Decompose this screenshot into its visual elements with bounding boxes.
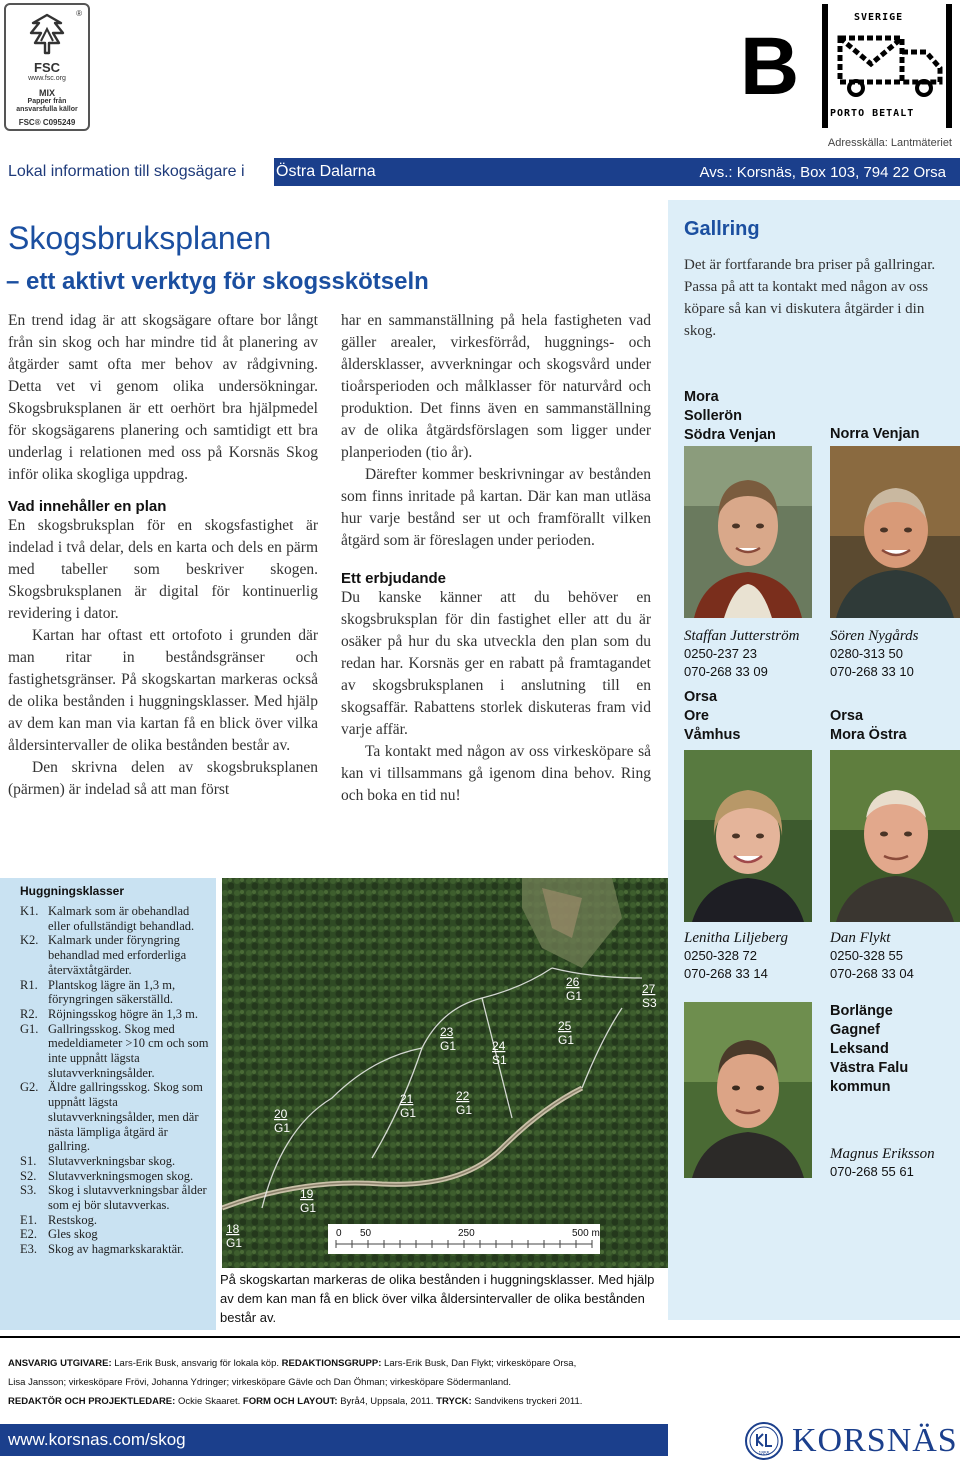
fsc-kallor: ansvarsfulla källor bbox=[16, 106, 78, 113]
orthophoto-map bbox=[222, 878, 668, 1268]
legend-item bbox=[20, 1213, 210, 1228]
stand-class: G1 bbox=[558, 1033, 575, 1047]
legend-item bbox=[20, 904, 210, 933]
contact-name: Lenitha Liljeberg bbox=[684, 930, 789, 946]
stand-label bbox=[492, 1039, 507, 1067]
portrait-image bbox=[684, 446, 812, 618]
stand-number: 22 bbox=[456, 1089, 470, 1103]
section-heading: Ett erbjudande bbox=[341, 570, 447, 587]
area-name: Södra Venjan bbox=[684, 427, 776, 443]
portrait-image bbox=[684, 750, 812, 922]
area-name: Leksand bbox=[830, 1041, 889, 1057]
band-local-info: Lokal information till skogsägare i bbox=[8, 163, 245, 180]
legend-description: Gles skog bbox=[48, 1227, 98, 1242]
scale-label: 50 bbox=[360, 1228, 372, 1239]
contact-phone: 0250-237 23 bbox=[684, 646, 758, 661]
paragraph: Därefter kommer beskrivningar av bestånden som finns inritade på kartan. Där kan man utläsa hur varje bestånd ser ut och framförallt vilken åtgärd som är föreslagen under perioden. bbox=[341, 466, 651, 549]
stand-label bbox=[642, 982, 657, 1010]
area-name: Sollerön bbox=[684, 408, 743, 424]
legend-code: E1. bbox=[20, 1212, 38, 1227]
contact-phone: 0250-328 72 bbox=[684, 948, 758, 963]
scale-label: 500 m bbox=[572, 1228, 600, 1239]
stand-class: G1 bbox=[400, 1106, 417, 1120]
portrait-image bbox=[830, 446, 960, 618]
band-sender: Avs.: Korsnäs, Box 103, 794 22 Orsa bbox=[668, 158, 960, 186]
legend-description: Skog i slutavverkningsbar ålder som ej bör slutavverkas. bbox=[48, 1183, 207, 1213]
stand-class: G1 bbox=[456, 1103, 473, 1117]
legend-item bbox=[20, 1242, 210, 1257]
postage-letter: B bbox=[740, 21, 800, 112]
stand-class: S1 bbox=[492, 1053, 507, 1067]
legend-description: Kalmark under föryngring behandlad med erforderliga återväxtåtgärder. bbox=[48, 933, 187, 977]
legend-item bbox=[20, 1080, 210, 1154]
legend-code: S2. bbox=[20, 1168, 37, 1183]
contact-details bbox=[684, 628, 799, 681]
fsc-tree-icon bbox=[27, 13, 67, 55]
contact-photo bbox=[684, 1002, 812, 1178]
legend-code: S1. bbox=[20, 1153, 37, 1168]
area-name: Våmhus bbox=[684, 727, 741, 743]
legend-item bbox=[20, 1007, 210, 1022]
portrait-image bbox=[684, 1002, 812, 1178]
area-name: Mora bbox=[684, 389, 719, 405]
legend-code: S3. bbox=[20, 1183, 37, 1198]
paragraph: En trend idag är att skogsägare oftare bor långt från sin skog och har mindre tid åt planering av åtgärder samt ofta mer behov av rådgivning. Detta vet vi genom olika undersökningar. Skogsbruksplanen är ett oerhört bra hjälpmedel för skogsägarens planering och samtidigt ett bra underlag i relationen med oss på Korsnäs Skog inför olika skogliga uppdrag. bbox=[8, 312, 318, 483]
legend-item bbox=[20, 1183, 210, 1212]
contact-details bbox=[830, 1146, 935, 1181]
contact-details bbox=[830, 628, 918, 681]
section-heading: Vad innehåller en plan bbox=[8, 498, 167, 515]
fsc-mix: MIX bbox=[38, 88, 55, 98]
contact-photo bbox=[684, 750, 812, 922]
article-column-2 bbox=[341, 310, 651, 807]
credit-text: Ockie Skaaret. bbox=[175, 1396, 243, 1407]
postage-paid-stamp bbox=[822, 4, 952, 128]
paragraph: Den skrivna delen av skogsbruksplanen (pärmen) är indelad så att man först bbox=[8, 759, 318, 798]
contact-details bbox=[684, 930, 788, 983]
area-name: Norra Venjan bbox=[830, 426, 920, 442]
stand-number: 24 bbox=[492, 1039, 506, 1053]
credits-rule bbox=[0, 1336, 960, 1338]
legend-description: Röjningsskog högre än 1,3 m. bbox=[48, 1006, 198, 1021]
area-name: Orsa bbox=[684, 689, 718, 705]
portrait-image bbox=[830, 750, 960, 922]
legend-code: K2. bbox=[20, 933, 39, 948]
area-name: Borlänge bbox=[830, 1003, 893, 1019]
stand-class: G1 bbox=[226, 1236, 243, 1250]
fsc-logo bbox=[4, 3, 90, 131]
legend-item bbox=[20, 1169, 210, 1184]
contact-phone: 0250-328 55 bbox=[830, 948, 904, 963]
legend-code: K1. bbox=[20, 904, 39, 918]
stand-number: 27 bbox=[642, 982, 656, 996]
credits bbox=[8, 1354, 953, 1411]
contact-mobile: 070-268 33 14 bbox=[684, 966, 768, 981]
postage-bottom-text: PORTO BETALT bbox=[830, 108, 915, 119]
legend-description: Kalmark som är obehandlad eller ofullständigt behandlad. bbox=[48, 904, 195, 933]
legend-item bbox=[20, 978, 210, 1007]
paragraph: Ta kontakt med någon av oss virkesköpare så kan vi tillsammans gå igenom dina behov. Ring och boka en tid nu! bbox=[341, 743, 651, 804]
footer-url-link[interactable]: www.korsnas.com/skog bbox=[8, 1430, 186, 1449]
legend-code: R1. bbox=[20, 977, 38, 992]
credit-text: Lars-Erik Busk, ansvarig för lokala köp. bbox=[111, 1358, 282, 1369]
forest-map bbox=[222, 878, 668, 1268]
paragraph: har en sammanställning på hela fastigheten vad gäller arealer, virkesförråd, huggnings- och åldersklasser, avverkningar och skogsvård under tioårsperioden och målklasser för naturvård och produktion. Det finns även en sammanställning av de olika åtgärdsförslagen som ligger under planperioden (tio år). bbox=[341, 312, 651, 461]
contact-name: Dan Flykt bbox=[830, 930, 891, 946]
credits-line-1 bbox=[8, 1354, 953, 1373]
legend-item bbox=[20, 933, 210, 977]
stand-number: 26 bbox=[566, 975, 580, 989]
article-column-1 bbox=[8, 310, 318, 801]
contact-photo bbox=[830, 446, 960, 618]
stand-number: 19 bbox=[300, 1187, 314, 1201]
stand-class: G1 bbox=[440, 1039, 457, 1053]
credit-label: REDAKTÖR OCH PROJEKTLEDARE: bbox=[8, 1396, 176, 1407]
area-name: Orsa bbox=[830, 708, 864, 724]
stand-number: 18 bbox=[226, 1222, 240, 1236]
stand-class: G1 bbox=[566, 989, 583, 1003]
credits-line-2: Lisa Jansson; virkesköpare Frövi, Johanna Ydringer; virkesköpare Gävle och Dan Öhman; virkesköpare Södermanland. bbox=[8, 1377, 512, 1388]
contact-mobile: 070-268 33 10 bbox=[830, 664, 914, 679]
legend-code: R2. bbox=[20, 1006, 38, 1021]
credit-label: TRYCK: bbox=[436, 1396, 472, 1407]
fsc-url: www.fsc.org bbox=[28, 75, 66, 82]
stand-class: S3 bbox=[642, 996, 657, 1010]
postage-top-text: SVERIGE bbox=[854, 12, 904, 23]
fsc-code: FSC® C095249 bbox=[18, 118, 76, 127]
area-name: Gagnef bbox=[830, 1022, 880, 1038]
fsc-trademark: ® bbox=[76, 9, 82, 18]
credit-label: REDAKTIONSGRUPP: bbox=[281, 1358, 382, 1369]
korsnas-wordmark: KORSNÄS bbox=[792, 1422, 958, 1459]
stand-class: G1 bbox=[274, 1121, 291, 1135]
credit-label: ANSVARIG UTGIVARE: bbox=[8, 1358, 112, 1369]
huggningsklasser-legend bbox=[0, 878, 216, 1330]
contact-name: Sören Nygårds bbox=[830, 628, 919, 644]
article-title: Skogsbruksplanen bbox=[8, 220, 272, 256]
legend-item bbox=[20, 1022, 210, 1081]
seal-year: 1855 bbox=[758, 1451, 770, 1457]
scale-label: 0 bbox=[336, 1228, 342, 1239]
credit-text: Sandvikens tryckeri 2011. bbox=[471, 1396, 583, 1407]
credit-text: Byrå4, Uppsala, 2011. bbox=[337, 1396, 437, 1407]
legend-list bbox=[20, 904, 210, 1257]
stand-class: G1 bbox=[300, 1201, 317, 1215]
contact-area bbox=[830, 425, 919, 444]
area-name: Ore bbox=[684, 708, 709, 724]
contact-mobile: 070-268 55 61 bbox=[830, 1164, 914, 1179]
credit-label: FORM OCH LAYOUT: bbox=[242, 1396, 338, 1407]
postage-border-left bbox=[822, 4, 828, 128]
contact-phone: 0280-313 50 bbox=[830, 646, 904, 661]
gallring-text: Det är fortfarande bra priser på gallringar. Passa på att ta kontakt med någon av oss köpare så kan vi diskutera åtgärder i din skog. bbox=[684, 257, 936, 339]
legend-description: Restskog. bbox=[48, 1212, 97, 1227]
address-source: Adresskälla: Lantmäteriet bbox=[827, 137, 952, 149]
paragraph: Du kanske känner att du behöver en skogsbruksplan för din fastighet eller att du är osäker på hur du ska utveckla den plan som du redan har. Korsnäs ger en rabatt på framtagandet av skogsbruksplanen i anslutning till en skogsaffär. Rabattens storlek diskuteras fram vid varje affär. bbox=[341, 589, 651, 738]
seal-graphic bbox=[744, 1421, 784, 1461]
map-caption: På skogskartan markeras de olika bestånden i huggningsklasser. Med hjälp av dem kan man få en blick över vilka åldersintervaller de olika bestånden består av. bbox=[220, 1272, 655, 1325]
korsnas-seal-icon bbox=[744, 1421, 784, 1461]
contact-details bbox=[830, 930, 914, 983]
legend-description: Äldre gallringsskog. Skog som uppnått lägsta slutavverkningsålder, men där nästa lämpliga åtgärd är gallring. bbox=[48, 1080, 203, 1154]
article-subtitle: – ett aktivt verktyg för skogsskötseln bbox=[6, 268, 429, 295]
stand-number: 23 bbox=[440, 1025, 454, 1039]
legend-code: G1. bbox=[20, 1021, 39, 1036]
contact-photo bbox=[684, 446, 812, 618]
band-region: Östra Dalarna bbox=[274, 158, 668, 186]
legend-description: Slutavverkningsbar skog. bbox=[48, 1153, 176, 1168]
legend-title: Huggningsklasser bbox=[20, 884, 125, 898]
contact-area bbox=[684, 688, 740, 745]
legend-description: Slutavverkningsmogen skog. bbox=[48, 1168, 194, 1183]
postage-b-mark bbox=[740, 21, 800, 112]
area-name: Mora Östra bbox=[830, 727, 907, 743]
stand-number: 21 bbox=[400, 1092, 414, 1106]
contact-mobile: 070-268 33 04 bbox=[830, 966, 914, 981]
credits-line-3 bbox=[8, 1392, 953, 1411]
contact-area bbox=[684, 388, 776, 445]
contact-area bbox=[830, 707, 907, 745]
contact-name: Magnus Eriksson bbox=[830, 1146, 935, 1162]
stand-number: 20 bbox=[274, 1107, 288, 1121]
legend-code: G2. bbox=[20, 1080, 39, 1095]
credit-text: Lars-Erik Busk, Dan Flykt; virkesköpare Orsa, bbox=[381, 1358, 577, 1369]
scale-label: 250 bbox=[458, 1228, 475, 1239]
legend-description: Plantskog lägre än 1,3 m, föryngringen säkerställd. bbox=[48, 977, 176, 1007]
gallring-heading: Gallring bbox=[684, 218, 760, 240]
contact-photo bbox=[830, 750, 960, 922]
legend-code: E2. bbox=[20, 1227, 38, 1242]
area-name: Västra Falu bbox=[830, 1060, 909, 1076]
contact-name: Staffan Jutterström bbox=[684, 628, 800, 644]
legend-description: Gallringsskog. Skog med medeldiameter >10 cm och som inte uppnått lägsta slutavverkningsålder. bbox=[48, 1021, 209, 1080]
contact-mobile: 070-268 33 09 bbox=[684, 664, 768, 679]
fsc-papper: Papper från bbox=[27, 98, 67, 105]
stand-number: 25 bbox=[558, 1019, 572, 1033]
fsc-name: FSC bbox=[34, 60, 60, 75]
area-name: kommun bbox=[830, 1079, 891, 1095]
legend-code: E3. bbox=[20, 1242, 38, 1257]
legend-description: Skog av hagmarkskaraktär. bbox=[48, 1242, 184, 1257]
postage-truck-icon bbox=[836, 30, 946, 98]
legend-item bbox=[20, 1227, 210, 1242]
contact-area bbox=[830, 1002, 908, 1097]
paragraph: Kartan har oftast ett ortofoto i grunden där man ritar in beståndsgränser och fastighetsgränser. På skogskartan markeras också de olika bestånden i huggningsklasser. Med hjälp av dem kan man via kartan få en blick över vilka åldersintervaller de olika bestånden består av. bbox=[8, 627, 318, 754]
paragraph: En skogsbruksplan för en skogsfastighet är indelad i två delar, dels en karta och dels en pärm med tabeller som beskriver skogen. Skogsbruksplanen är digital för kontinuerlig revidering i dator. bbox=[8, 517, 318, 622]
postage-border-right bbox=[946, 4, 952, 128]
legend-item bbox=[20, 1154, 210, 1169]
